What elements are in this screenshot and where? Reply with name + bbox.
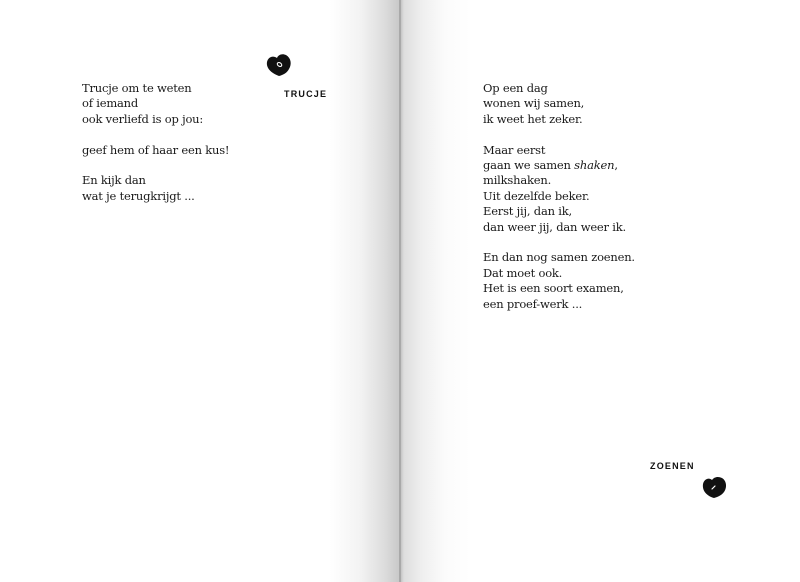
poem-line: Op een dag (483, 81, 548, 95)
poem-line: En dan nog samen zoenen. (483, 250, 635, 265)
poem-line: een proef-werk ... (483, 296, 583, 311)
poem-title: ZOENEN (650, 461, 695, 471)
poem-line: dan weer jij, dan weer ik. (483, 219, 626, 234)
poem-line: gaan we samen shaken, (483, 158, 618, 173)
poem-line: wonen wij samen, (483, 96, 585, 111)
poem-line: geef hem of haar een kus! (82, 142, 230, 157)
poem-text (82, 81, 229, 204)
poem-line: Het is een soort examen, (483, 281, 624, 296)
poem-line: Maar eerst (483, 142, 546, 157)
poem-line (483, 235, 635, 250)
poem-line: ik weet het zeker. (483, 111, 583, 126)
right-page (400, 0, 800, 582)
heart-icon (265, 51, 293, 79)
poem-line: of iemand (82, 96, 139, 111)
poem-line (82, 158, 229, 173)
poem-line (483, 127, 635, 142)
poem-line: En kijk dan (82, 173, 146, 188)
poem-text (483, 81, 635, 312)
poem-line: Eerst jij, dan ik, (483, 204, 572, 219)
poem-line (82, 127, 229, 142)
heart-icon (700, 472, 728, 500)
poem-line: Dat moet ook. (483, 265, 563, 280)
poem-line: Uit dezelfde beker. (483, 188, 590, 203)
poem-title: TRUCJE (284, 89, 328, 99)
book-gutter (399, 0, 401, 582)
poem-line: Trucje om te weten (82, 81, 192, 95)
poem-line: ook verliefd is op jou: (82, 111, 204, 126)
poem-line: wat je terugkrijgt ... (82, 188, 195, 203)
poem-line: milkshaken. (483, 173, 552, 188)
